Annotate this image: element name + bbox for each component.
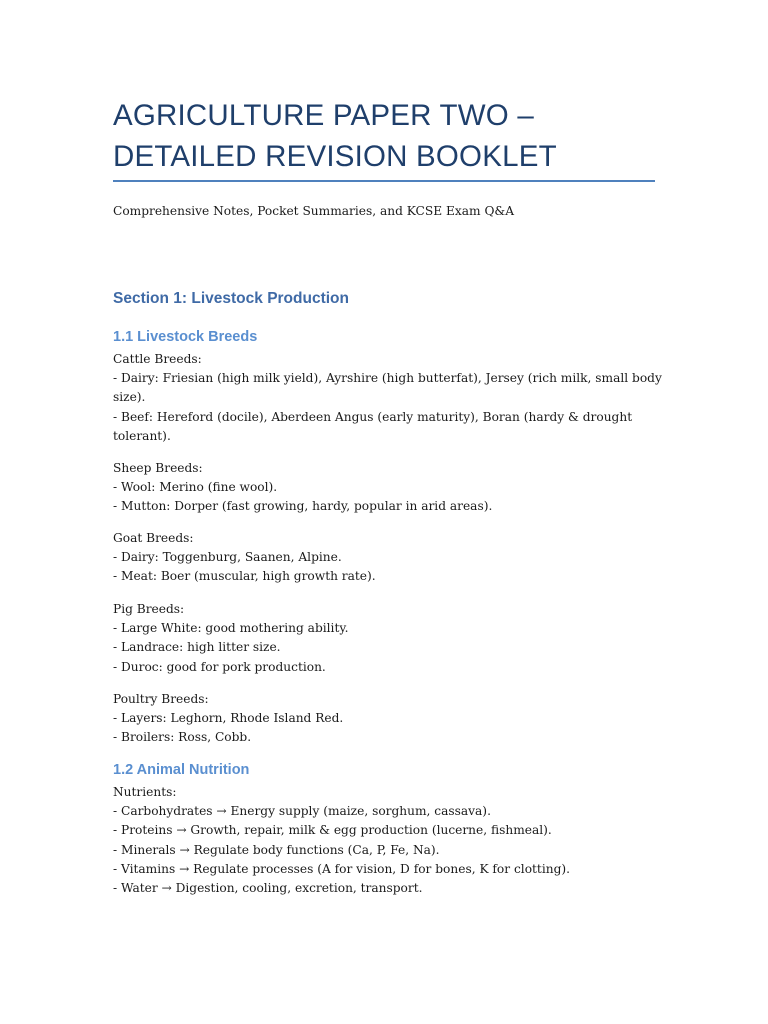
paragraph-line: - Large White: good mothering ability. xyxy=(113,621,349,636)
goat-breeds-paragraph xyxy=(113,529,658,587)
document-title: AGRICULTURE PAPER TWO – DETAILED REVISION BOOKLET xyxy=(113,99,557,173)
paragraph-line: Pig Breeds: xyxy=(113,602,185,616)
paragraph-line: Goat Breeds: xyxy=(113,531,194,545)
paragraph-line: Sheep Breeds: xyxy=(113,461,203,475)
document-subtitle: Comprehensive Notes, Pocket Summaries, and KCSE Exam Q&A xyxy=(113,204,515,218)
paragraph-line: - Carbohydrates → Energy supply (maize, sorghum, cassava). xyxy=(113,804,491,819)
paragraph-line: - Water → Digestion, cooling, excretion, transport. xyxy=(113,881,423,896)
paragraph-line: - Dairy: Toggenburg, Saanen, Alpine. xyxy=(113,550,342,565)
sheep-breeds-paragraph xyxy=(113,459,658,517)
paragraph-line: - Landrace: high litter size. xyxy=(113,640,281,655)
poultry-breeds-paragraph xyxy=(113,690,658,748)
subsection-1-1-heading: 1.1 Livestock Breeds xyxy=(113,329,258,345)
paragraph-line: - Proteins → Growth, repair, milk & egg production (lucerne, fishmeal). xyxy=(113,823,552,838)
paragraph-line: - Duroc: good for pork production. xyxy=(113,659,326,674)
paragraph-line: Cattle Breeds: xyxy=(113,352,202,366)
paragraph-line: - Layers: Leghorn, Rhode Island Red. xyxy=(113,711,344,726)
section-1-heading: Section 1: Livestock Production xyxy=(113,290,349,307)
paragraph-line: Nutrients: xyxy=(113,785,177,799)
paragraph-line: - Beef: Hereford (docile), Aberdeen Angus (early maturity), Boran (hardy & drought xyxy=(113,409,633,424)
paragraph-line: size). xyxy=(113,390,146,405)
subsection-1-2-heading: 1.2 Animal Nutrition xyxy=(113,762,250,778)
paragraph-line: - Vitamins → Regulate processes (A for vision, D for bones, K for clotting). xyxy=(113,861,571,876)
paragraph-line: tolerant). xyxy=(113,428,171,443)
paragraph-line: - Wool: Merino (fine wool). xyxy=(113,480,278,495)
paragraph-line: - Meat: Boer (muscular, high growth rate). xyxy=(113,569,376,584)
paragraph-line: - Broilers: Ross, Cobb. xyxy=(113,730,252,745)
paragraph-line: - Dairy: Friesian (high milk yield), Ayrshire (high butterfat), Jersey (rich milk, small body xyxy=(113,371,662,386)
paragraph-line: Poultry Breeds: xyxy=(113,692,209,706)
title-underline-divider xyxy=(113,180,655,182)
paragraph-line: - Minerals → Regulate body functions (Ca, P, Fe, Na). xyxy=(113,842,440,857)
cattle-breeds-paragraph xyxy=(113,350,662,446)
pig-breeds-paragraph xyxy=(113,600,658,677)
nutrients-paragraph xyxy=(113,783,658,898)
paragraph-line: - Mutton: Dorper (fast growing, hardy, popular in arid areas). xyxy=(113,499,493,514)
